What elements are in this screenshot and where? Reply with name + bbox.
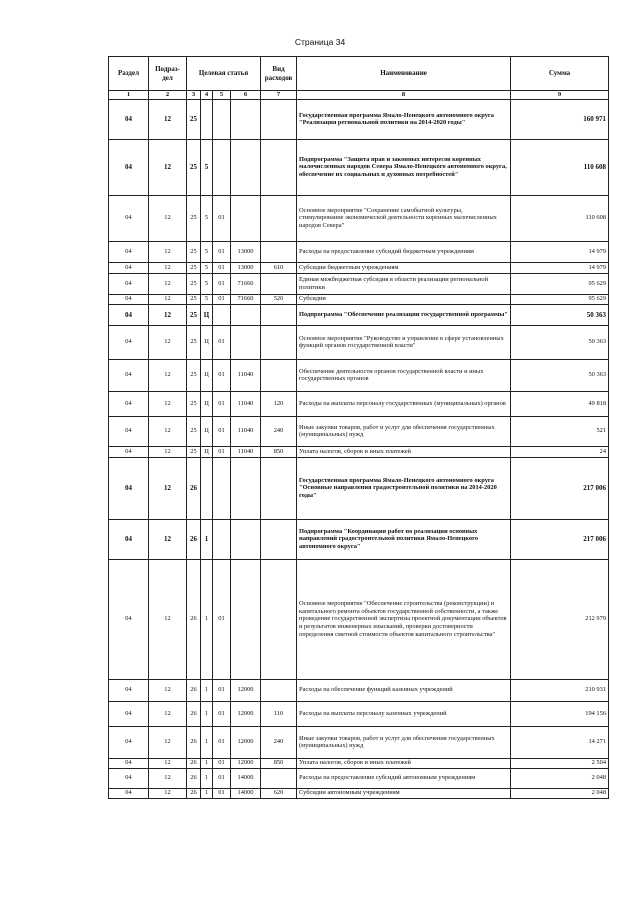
ts-direction-cell: [231, 304, 261, 325]
podrazdel-cell: 12: [149, 788, 187, 798]
ts-direction-cell: [231, 99, 261, 139]
col-number: 7: [261, 91, 297, 100]
ts-event-cell: 01: [213, 262, 231, 273]
ts-event-cell: 01: [213, 679, 231, 701]
ts-direction-cell: 13000: [231, 262, 261, 273]
ts-event-cell: 01: [213, 273, 231, 294]
razdel-cell: 04: [109, 559, 149, 679]
ts-event-cell: 01: [213, 758, 231, 768]
summa-cell: 212 979: [511, 559, 609, 679]
vid-rashodov-cell: [261, 99, 297, 139]
ts-program-cell: 26: [187, 788, 201, 798]
ts-program-cell: 25: [187, 416, 201, 446]
table-row: [109, 768, 609, 788]
table-row: [109, 701, 609, 726]
podrazdel-cell: 12: [149, 701, 187, 726]
ts-direction-cell: 11040: [231, 416, 261, 446]
razdel-cell: 04: [109, 294, 149, 304]
summa-cell: 217 006: [511, 519, 609, 559]
ts-direction-cell: [231, 457, 261, 519]
vid-rashodov-cell: 240: [261, 726, 297, 758]
podrazdel-cell: 12: [149, 758, 187, 768]
budget-table: [108, 56, 609, 799]
naimenovanie-cell: Субсидии автономным учреждениям: [297, 788, 511, 798]
naimenovanie-cell: Подпрограмма "Координация работ по реализации основных направлений градостроительной политики Ямало-Ненецкого автономного округа": [297, 519, 511, 559]
ts-event-cell: 01: [213, 788, 231, 798]
col-number: 8: [297, 91, 511, 100]
table-row: [109, 416, 609, 446]
ts-direction-cell: 12000: [231, 726, 261, 758]
vid-rashodov-cell: 120: [261, 391, 297, 416]
ts-subprogram-cell: 5: [201, 241, 213, 262]
table-row: [109, 241, 609, 262]
vid-rashodov-cell: [261, 359, 297, 391]
ts-direction-cell: 14000: [231, 788, 261, 798]
naimenovanie-cell: Обеспечение деятельности органов государственной власти и иных государственных органов: [297, 359, 511, 391]
header-naimenovanie: Наименование: [297, 57, 511, 91]
ts-subprogram-cell: 5: [201, 195, 213, 241]
ts-event-cell: 01: [213, 391, 231, 416]
razdel-cell: 04: [109, 195, 149, 241]
ts-program-cell: 25: [187, 99, 201, 139]
ts-program-cell: 25: [187, 139, 201, 195]
naimenovanie-cell: Основное мероприятие "Руководство и управление в сфере установленных функций органов государственной власти": [297, 325, 511, 359]
naimenovanie-cell: Уплата налогов, сборов и иных платежей: [297, 446, 511, 457]
ts-program-cell: 26: [187, 679, 201, 701]
naimenovanie-cell: Субсидии бюджетным учреждениям: [297, 262, 511, 273]
table-row: [109, 457, 609, 519]
vid-rashodov-cell: [261, 679, 297, 701]
ts-subprogram-cell: Ц: [201, 391, 213, 416]
podrazdel-cell: 12: [149, 559, 187, 679]
naimenovanie-cell: Расходы на предоставление субсидий бюджетным учреждениям: [297, 241, 511, 262]
podrazdel-cell: 12: [149, 273, 187, 294]
naimenovanie-cell: Основное мероприятие "Обеспечение строительства (реконструкции) и капитального ремонта объектов государственной собственности, а также проведение государственной экспертизы проектной документации объектов и результатов инженерных изысканий, проверки достоверности определения сметной стоимости объектов капитального строительства": [297, 559, 511, 679]
ts-direction-cell: [231, 195, 261, 241]
ts-subprogram-cell: 1: [201, 768, 213, 788]
table-row: [109, 758, 609, 768]
summa-cell: 160 971: [511, 99, 609, 139]
ts-subprogram-cell: 1: [201, 559, 213, 679]
ts-program-cell: 26: [187, 457, 201, 519]
ts-direction-cell: 11040: [231, 391, 261, 416]
podrazdel-cell: 12: [149, 768, 187, 788]
ts-direction-cell: 12000: [231, 758, 261, 768]
ts-event-cell: 01: [213, 768, 231, 788]
table-row: [109, 359, 609, 391]
vid-rashodov-cell: 850: [261, 446, 297, 457]
naimenovanie-cell: Субсидии: [297, 294, 511, 304]
podrazdel-cell: 12: [149, 139, 187, 195]
razdel-cell: 04: [109, 519, 149, 559]
table-header-row: [109, 57, 609, 91]
vid-rashodov-cell: [261, 559, 297, 679]
summa-cell: 14 979: [511, 241, 609, 262]
vid-rashodov-cell: [261, 768, 297, 788]
vid-rashodov-cell: [261, 304, 297, 325]
vid-rashodov-cell: [261, 273, 297, 294]
summa-cell: 110 608: [511, 139, 609, 195]
naimenovanie-cell: Единая межбюджетная субсидия в области реализации региональной политики: [297, 273, 511, 294]
ts-direction-cell: 71660: [231, 294, 261, 304]
table-row: [109, 559, 609, 679]
podrazdel-cell: 12: [149, 726, 187, 758]
podrazdel-cell: 12: [149, 99, 187, 139]
ts-direction-cell: [231, 139, 261, 195]
ts-event-cell: [213, 519, 231, 559]
summa-cell: 14 979: [511, 262, 609, 273]
ts-program-cell: 25: [187, 262, 201, 273]
table-row: [109, 139, 609, 195]
ts-subprogram-cell: 5: [201, 139, 213, 195]
razdel-cell: 04: [109, 359, 149, 391]
vid-rashodov-cell: 620: [261, 788, 297, 798]
table-row: [109, 262, 609, 273]
ts-event-cell: 01: [213, 701, 231, 726]
ts-subprogram-cell: Ц: [201, 359, 213, 391]
ts-direction-cell: [231, 559, 261, 679]
vid-rashodov-cell: [261, 241, 297, 262]
podrazdel-cell: 12: [149, 241, 187, 262]
ts-program-cell: 25: [187, 195, 201, 241]
ts-event-cell: 01: [213, 559, 231, 679]
ts-direction-cell: [231, 325, 261, 359]
ts-program-cell: 26: [187, 701, 201, 726]
naimenovanie-cell: Расходы на обеспечение функций казенных учреждений: [297, 679, 511, 701]
naimenovanie-cell: Иные закупки товаров, работ и услуг для обеспечения государственных (муниципальных) нужд: [297, 726, 511, 758]
header-vid-rashodov: Вид расходов: [261, 57, 297, 91]
podrazdel-cell: 12: [149, 446, 187, 457]
summa-cell: 2 048: [511, 788, 609, 798]
ts-event-cell: 01: [213, 726, 231, 758]
podrazdel-cell: 12: [149, 519, 187, 559]
ts-event-cell: [213, 457, 231, 519]
vid-rashodov-cell: 240: [261, 416, 297, 446]
vid-rashodov-cell: 850: [261, 758, 297, 768]
ts-event-cell: [213, 99, 231, 139]
razdel-cell: 04: [109, 758, 149, 768]
naimenovanie-cell: Расходы на выплаты персоналу государственных (муниципальных) органов: [297, 391, 511, 416]
table-row: [109, 273, 609, 294]
ts-event-cell: 01: [213, 241, 231, 262]
ts-program-cell: 25: [187, 325, 201, 359]
naimenovanie-cell: Расходы на выплаты персоналу казенных учреждений: [297, 701, 511, 726]
vid-rashodov-cell: 520: [261, 294, 297, 304]
naimenovanie-cell: Государственная программа Ямало-Ненецкого автономного округа "Основные направления градостроительной политики на 2014-2020 годы": [297, 457, 511, 519]
col-number: 6: [231, 91, 261, 100]
ts-event-cell: 01: [213, 446, 231, 457]
razdel-cell: 04: [109, 679, 149, 701]
ts-direction-cell: [231, 519, 261, 559]
ts-subprogram-cell: Ц: [201, 446, 213, 457]
vid-rashodov-cell: 110: [261, 701, 297, 726]
summa-cell: 2 048: [511, 768, 609, 788]
summa-cell: 2 504: [511, 758, 609, 768]
summa-cell: 217 006: [511, 457, 609, 519]
table-row: [109, 726, 609, 758]
podrazdel-cell: 12: [149, 359, 187, 391]
summa-cell: 95 629: [511, 294, 609, 304]
naimenovanie-cell: Государственная программа Ямало-Ненецкого автономного округа "Реализация региональной политики на 2014-2020 годы": [297, 99, 511, 139]
naimenovanie-cell: Уплата налогов, сборов и иных платежей: [297, 758, 511, 768]
ts-program-cell: 26: [187, 758, 201, 768]
ts-event-cell: [213, 304, 231, 325]
ts-direction-cell: 12000: [231, 701, 261, 726]
ts-subprogram-cell: 5: [201, 273, 213, 294]
razdel-cell: 04: [109, 416, 149, 446]
summa-cell: 49 818: [511, 391, 609, 416]
ts-program-cell: 26: [187, 519, 201, 559]
vid-rashodov-cell: [261, 139, 297, 195]
table-row: [109, 679, 609, 701]
naimenovanie-cell: Иные закупки товаров, работ и услуг для обеспечения государственных (муниципальных) нужд: [297, 416, 511, 446]
col-number: 3: [187, 91, 201, 100]
naimenovanie-cell: Подпрограмма "Обеспечение реализации государственной программы": [297, 304, 511, 325]
naimenovanie-cell: Подпрограмма "Защита прав и законных интересов коренных малочисленных народов Севера Ямало-Ненецкого автономного округа, обеспечение их социальных и духовных потребностей": [297, 139, 511, 195]
ts-event-cell: [213, 139, 231, 195]
column-number-row: [109, 91, 609, 100]
summa-cell: 95 629: [511, 273, 609, 294]
ts-event-cell: 01: [213, 416, 231, 446]
podrazdel-cell: 12: [149, 294, 187, 304]
summa-cell: 24: [511, 446, 609, 457]
ts-direction-cell: 71660: [231, 273, 261, 294]
razdel-cell: 04: [109, 701, 149, 726]
ts-subprogram-cell: [201, 457, 213, 519]
ts-subprogram-cell: Ц: [201, 325, 213, 359]
summa-cell: 210 931: [511, 679, 609, 701]
ts-subprogram-cell: 1: [201, 726, 213, 758]
razdel-cell: 04: [109, 446, 149, 457]
ts-subprogram-cell: 1: [201, 679, 213, 701]
ts-direction-cell: 11040: [231, 359, 261, 391]
table-row: [109, 99, 609, 139]
naimenovanie-cell: Основное мероприятие "Сохранение самобытной культуры, стимулирование экономической деятельности коренных малочисленных народов Севера": [297, 195, 511, 241]
razdel-cell: 04: [109, 241, 149, 262]
table-row: [109, 519, 609, 559]
header-summa: Сумма: [511, 57, 609, 91]
podrazdel-cell: 12: [149, 391, 187, 416]
ts-event-cell: 01: [213, 325, 231, 359]
ts-subprogram-cell: 5: [201, 262, 213, 273]
ts-program-cell: 26: [187, 726, 201, 758]
razdel-cell: 04: [109, 304, 149, 325]
razdel-cell: 04: [109, 788, 149, 798]
ts-direction-cell: 14000: [231, 768, 261, 788]
razdel-cell: 04: [109, 391, 149, 416]
table-row: [109, 195, 609, 241]
ts-program-cell: 25: [187, 359, 201, 391]
header-tselevaya-statya: Целевая статья: [187, 57, 261, 91]
vid-rashodov-cell: [261, 519, 297, 559]
ts-subprogram-cell: 5: [201, 294, 213, 304]
summa-cell: 110 608: [511, 195, 609, 241]
ts-direction-cell: 13000: [231, 241, 261, 262]
ts-program-cell: 26: [187, 559, 201, 679]
razdel-cell: 04: [109, 262, 149, 273]
podrazdel-cell: 12: [149, 195, 187, 241]
col-number: 9: [511, 91, 609, 100]
razdel-cell: 04: [109, 457, 149, 519]
razdel-cell: 04: [109, 768, 149, 788]
razdel-cell: 04: [109, 99, 149, 139]
header-razdel: Раздел: [109, 57, 149, 91]
podrazdel-cell: 12: [149, 262, 187, 273]
ts-program-cell: 25: [187, 446, 201, 457]
ts-event-cell: 01: [213, 359, 231, 391]
podrazdel-cell: 12: [149, 679, 187, 701]
ts-subprogram-cell: [201, 99, 213, 139]
vid-rashodov-cell: 610: [261, 262, 297, 273]
podrazdel-cell: 12: [149, 325, 187, 359]
col-number: 4: [201, 91, 213, 100]
col-number: 1: [109, 91, 149, 100]
col-number: 5: [213, 91, 231, 100]
razdel-cell: 04: [109, 726, 149, 758]
ts-subprogram-cell: 1: [201, 519, 213, 559]
table-row: [109, 325, 609, 359]
page-number-label: Страница 34: [294, 37, 346, 47]
ts-program-cell: 25: [187, 304, 201, 325]
summa-cell: 50 363: [511, 325, 609, 359]
ts-direction-cell: 12000: [231, 679, 261, 701]
table-row: [109, 788, 609, 798]
razdel-cell: 04: [109, 273, 149, 294]
ts-program-cell: 26: [187, 768, 201, 788]
ts-subprogram-cell: 1: [201, 788, 213, 798]
ts-direction-cell: 11040: [231, 446, 261, 457]
ts-program-cell: 25: [187, 391, 201, 416]
vid-rashodov-cell: [261, 325, 297, 359]
table-row: [109, 446, 609, 457]
table-row: [109, 294, 609, 304]
summa-cell: 521: [511, 416, 609, 446]
vid-rashodov-cell: [261, 457, 297, 519]
ts-subprogram-cell: Ц: [201, 416, 213, 446]
ts-subprogram-cell: 1: [201, 701, 213, 726]
summa-cell: 14 271: [511, 726, 609, 758]
ts-program-cell: 25: [187, 241, 201, 262]
col-number: 2: [149, 91, 187, 100]
ts-program-cell: 25: [187, 294, 201, 304]
header-podrazdel: Подраз-дел: [149, 57, 187, 91]
naimenovanie-cell: Расходы на предоставление субсидий автономным учреждениям: [297, 768, 511, 788]
podrazdel-cell: 12: [149, 304, 187, 325]
table-row: [109, 304, 609, 325]
podrazdel-cell: 12: [149, 457, 187, 519]
summa-cell: 194 156: [511, 701, 609, 726]
ts-subprogram-cell: Ц: [201, 304, 213, 325]
ts-event-cell: 01: [213, 195, 231, 241]
vid-rashodov-cell: [261, 195, 297, 241]
ts-subprogram-cell: 1: [201, 758, 213, 768]
razdel-cell: 04: [109, 325, 149, 359]
ts-program-cell: 25: [187, 273, 201, 294]
table-row: [109, 391, 609, 416]
podrazdel-cell: 12: [149, 416, 187, 446]
summa-cell: 50 363: [511, 304, 609, 325]
razdel-cell: 04: [109, 139, 149, 195]
table-body: [109, 99, 609, 798]
summa-cell: 50 363: [511, 359, 609, 391]
ts-event-cell: 01: [213, 294, 231, 304]
